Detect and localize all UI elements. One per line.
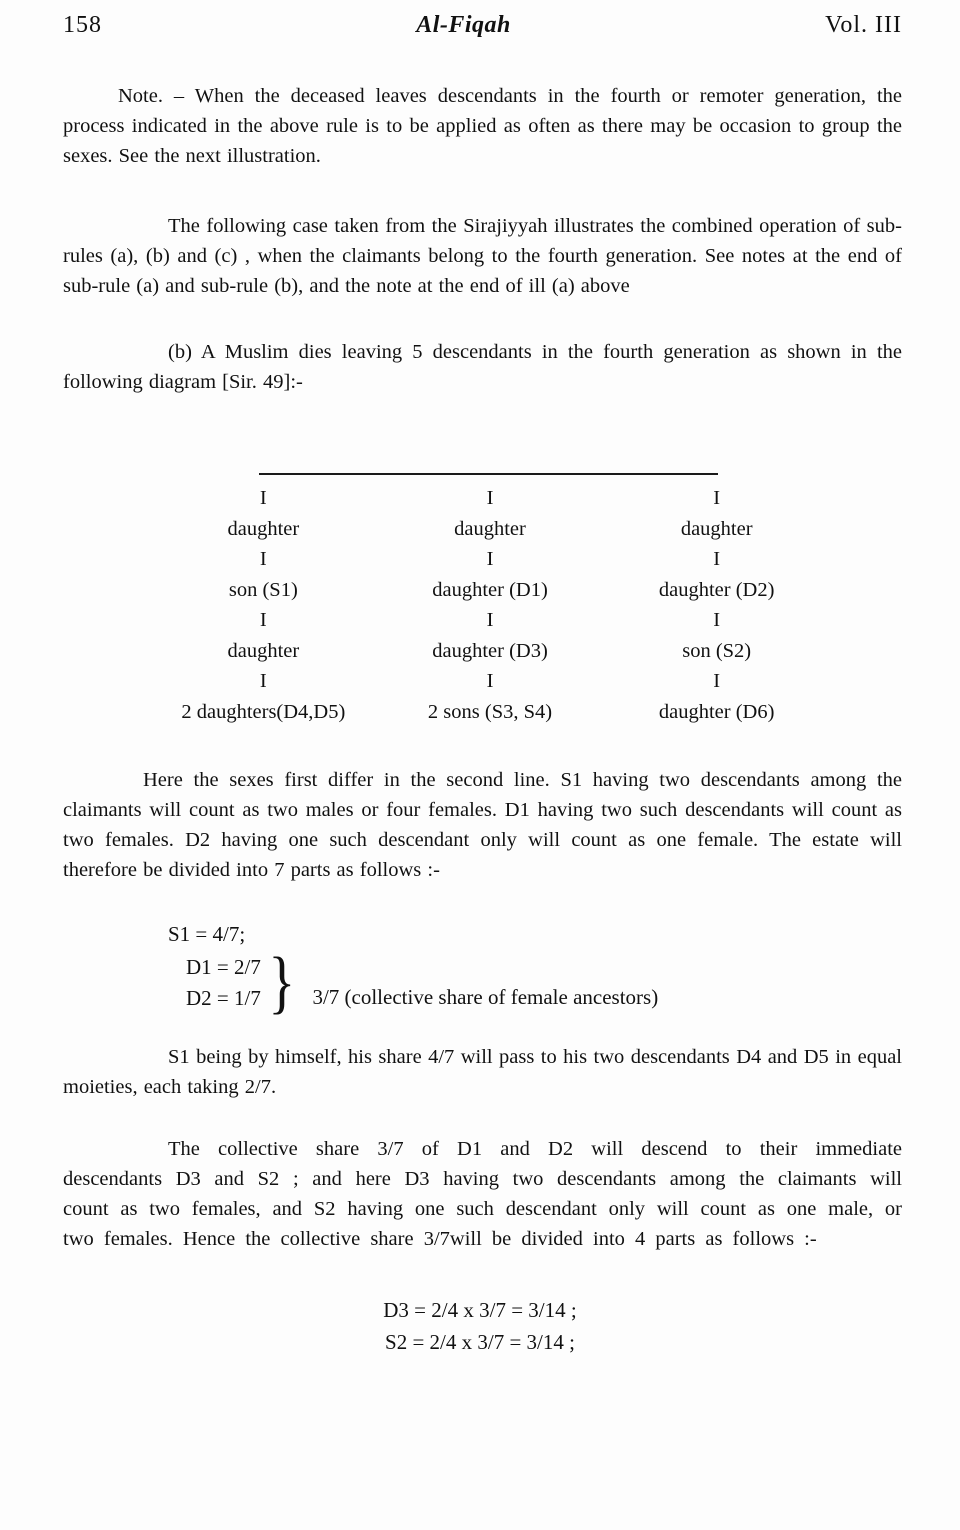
curly-brace: }: [268, 944, 296, 1021]
diagram-cell: 2 sons (S3, S4): [427, 700, 553, 723]
diagram-cell: daughter: [454, 517, 526, 540]
paragraph-case-intro: The following case taken from the Sirajiyyah illustrates the combined operation of sub-rules (a), (b) and (c) , when the claimants belong to the fourth generation. See notes at the end of sub-rule (a) and sub-rule (b), and the note at the end of ill (a) above: [63, 215, 902, 297]
formula-s1: S1 = 4/7;: [168, 922, 246, 946]
diagram-cell: daughter: [227, 639, 300, 662]
formula-d1: D1 = 2/7: [186, 955, 261, 979]
diagram-cell: I: [713, 548, 721, 570]
paragraph-item-b: (b) A Muslim dies leaving 5 descendants in the fourth generation as shown in the following diagram [Sir. 49]:-: [63, 341, 902, 393]
diagram-cell: daughter (D6): [658, 700, 775, 723]
diagram-cell: daughter (D1): [432, 578, 548, 601]
formula-d2: D2 = 1/7: [186, 986, 261, 1010]
formula-d3: D3 = 2/4 x 3/7 = 3/14 ;: [383, 1298, 577, 1322]
page-header: [63, 12, 902, 39]
volume-label: Vol. III: [825, 12, 902, 38]
paragraph-s1-pass: S1 being by himself, his share 4/7 will pass to his two descendants D4 and D5 in equal moieties, each taking 2/7.: [63, 1046, 902, 1098]
genealogy-diagram: [150, 473, 830, 727]
diagram-cell: I: [259, 487, 267, 509]
diagram-cell: I: [713, 487, 721, 509]
diagram-cell: daughter (D3): [432, 639, 548, 662]
diagram-cell: daughter: [680, 517, 753, 540]
diagram-cell: son (S1): [228, 578, 298, 601]
diagram-cell: daughter (D2): [658, 578, 775, 601]
paragraph-analysis: Here the sexes first differ in the second line. S1 having two descendants among the claimants will count as two males or four females. D1 having two such descendants will count as two females. D2 having one such descendant only will count as one female. The estate will therefore be divided into 7 parts as follows :-: [63, 769, 902, 881]
diagram-cell: I: [486, 487, 494, 509]
diagram-column-2: [377, 483, 604, 727]
paragraph-collective: The collective share 3/7 of D1 and D2 will descend to their immediate descendants D3 and S2 ; and here D3 having two descendants among the claimants will count as two females, and S2 having one such descendant only will count as one male, or two females. Hence the collective share 3/7will be divided into 4 parts as follows :-: [63, 1138, 902, 1250]
diagram-columns: [150, 483, 830, 727]
diagram-cell: I: [259, 609, 267, 631]
share-formula-block: [168, 919, 960, 1021]
diagram-cell: daughter: [227, 517, 300, 540]
diagram-cell: I: [713, 609, 721, 631]
formula-d1-d2: [186, 952, 261, 1014]
diagram-cell: I: [259, 548, 267, 570]
page-number: 158: [63, 12, 102, 38]
diagram-top-line: [259, 473, 718, 475]
formula-brace-group: [168, 944, 960, 1021]
diagram-column-3: [603, 483, 830, 727]
diagram-cell: I: [259, 670, 267, 692]
final-formula-block: [0, 1294, 960, 1358]
formula-s2: S2 = 2/4 x 3/7 = 3/14 ;: [385, 1330, 575, 1354]
diagram-cell: I: [713, 670, 721, 692]
diagram-cell: I: [486, 609, 494, 631]
collective-share-note: 3/7 (collective share of female ancestors): [312, 985, 659, 1009]
diagram-cell: son (S2): [682, 639, 752, 662]
paragraph-note: Note. – When the deceased leaves descendants in the fourth or remoter generation, the process indicated in the above rule is to be applied as often as there may be occasion to group the sexes. See the next illustration.: [63, 85, 902, 167]
diagram-column-1: [150, 483, 377, 727]
diagram-cell: I: [486, 548, 494, 570]
diagram-cell: I: [486, 670, 494, 692]
book-title: Al-Fiqah: [416, 12, 511, 38]
diagram-cell: 2 daughters(D4,D5): [181, 700, 346, 723]
